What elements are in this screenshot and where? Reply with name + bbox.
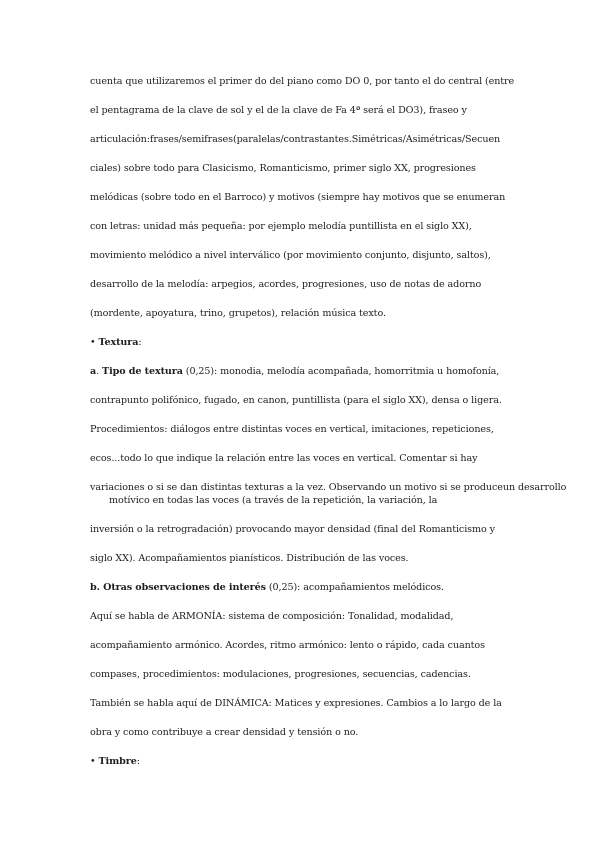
line-text: obra y como contribuye a crear densidad y tensión o no. [90,727,359,738]
paragraph-line [90,163,476,175]
paragraph-line [90,524,495,536]
item-separator: . [96,366,103,377]
paragraph-line [90,395,502,407]
line-text: (0,25): monodia, melodía acompañada, homorritmia u homofonía, [182,366,500,377]
paragraph-line [90,105,467,117]
line-text: contrapunto polifónico, fugado, en canon, puntillista (para el siglo XX), densa o ligera. [90,395,502,406]
line-text: También se habla aquí de DINÁMICA: Matices y expresiones. Cambios a lo largo de la [90,698,502,709]
paragraph-line [90,640,485,652]
line-text: (0,25): acompañamientos melódicos. [265,582,444,593]
heading-colon: : [138,337,142,348]
line-text: Aquí se habla de ARMONÍA: sistema de composición: Tonalidad, modalidad, [90,611,454,622]
subheading-tipo-de-textura [90,366,499,378]
paragraph-line [90,698,502,710]
line-text: siglo XX). Acompañamientos pianísticos. Distribución de las voces. [90,553,409,564]
bullet: • [90,337,99,348]
line-text: compases, procedimientos: modulaciones, progresiones, secuencias, cadencias. [90,669,471,680]
line-text: acompañamiento armónico. Acordes, ritmo armónico: lento o rápido, cada cuantos [90,640,485,651]
line-text: con letras: unidad más pequeña: por ejemplo melodía puntillista en el siglo XX), [90,221,472,232]
line-text: articulación:frases/semifrases(paralelas/contrastantes.Simétricas/Asimétricas/Secuen [90,134,501,145]
line-text: inversión o la retrogradación) provocando mayor densidad (final del Romanticismo y [90,524,495,535]
paragraph-line [90,453,477,465]
paragraph-line [90,192,505,204]
line-text: Procedimientos: diálogos entre distintas voces en vertical, imitaciones, repeticiones, [90,424,494,435]
heading-text: Textura [98,337,139,348]
line-text: desarrollo de la melodía: arpegios, acordes, progresiones, uso de notas de adorno [90,279,482,290]
paragraph-line [90,308,386,320]
subheading-text: b. Otras observaciones de interés [90,582,266,593]
line-text: el pentagrama de la clave de sol y el de la clave de Fa 4ª será el DO3), fraseo y [90,105,467,116]
paragraph-line [90,279,481,291]
heading-colon: : [136,756,140,767]
subheading-otras-observaciones [90,582,444,594]
paragraph-line [90,611,453,623]
line-text: ciales) sobre todo para Clasicismo, Romanticismo, primer siglo XX, progresiones [90,163,476,174]
line-text: motívico en todas las voces (a través de la repetición, la variación, la [109,495,438,506]
paragraph-line [90,424,494,436]
subheading-text: Tipo de textura [102,366,183,377]
line-text: (mordente, apoyatura, trino, grupetos), relación música texto. [90,308,386,319]
section-heading-textura [90,337,142,349]
paragraph-line [90,727,358,739]
paragraph-line [90,134,500,146]
line-text: ecos...todo lo que indique la relación entre las voces en vertical. Comentar si hay [90,453,478,464]
section-heading-timbre [90,756,140,768]
item-letter: a [90,366,97,377]
paragraph-line-indented [109,495,437,507]
line-text: movimiento melódico a nivel interválico (por movimiento conjunto, disjunto, saltos), [90,250,491,261]
heading-text: Timbre [98,756,137,767]
line-text: melódicas (sobre todo en el Barroco) y motivos (siempre hay motivos que se enumeran [90,192,506,203]
paragraph-line [90,221,472,233]
paragraph-line [90,553,409,565]
line-text: variaciones o si se dan distintas texturas a la vez. Observando un motivo si se produceun desarrollo [90,482,567,493]
line-text: cuenta que utilizaremos el primer do del piano como DO 0, por tanto el do central (entre [90,76,515,87]
paragraph-line [90,669,471,681]
paragraph-line [90,250,491,262]
paragraph-line [90,76,514,88]
paragraph-line [90,482,566,494]
bullet: • [90,756,99,767]
